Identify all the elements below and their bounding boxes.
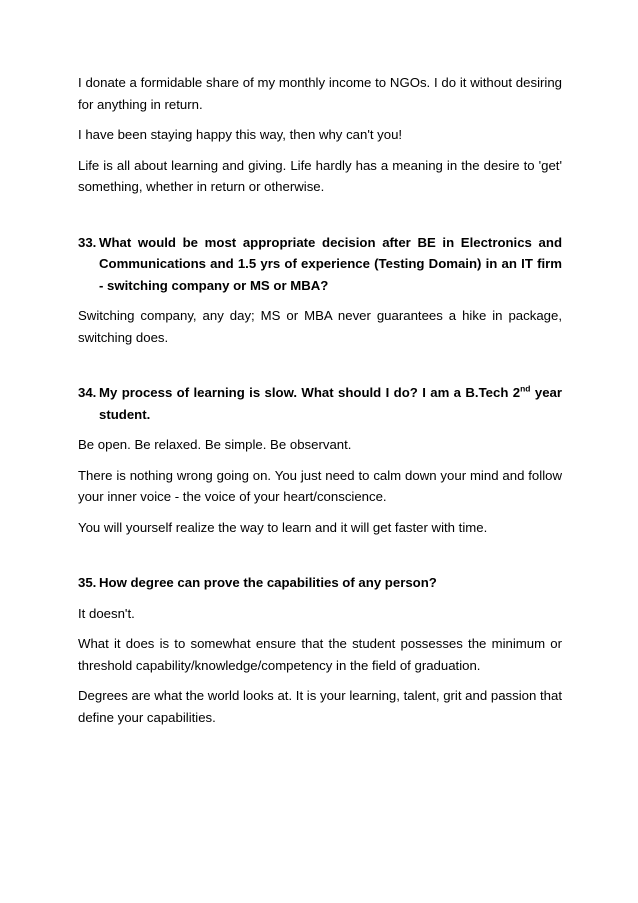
question-text: How degree can prove the capabilities of any person? — [99, 575, 437, 590]
question-text: My process of learning is slow. What should I do? I am a B.Tech 2nd year student. — [99, 383, 562, 422]
question-number: 34. — [78, 385, 97, 400]
answer-34-paragraph-1: Be open. Be relaxed. Be simple. Be observant. — [78, 437, 352, 452]
answer-35-paragraph-1: It doesn't. — [78, 605, 135, 621]
question-number: 35. — [78, 575, 97, 590]
answer-33-paragraph-1: Switching company, any day; MS or MBA never guarantees a hike in package, switching does. — [78, 308, 562, 345]
question-text: What would be most appropriate decision after BE in Electronics and Communications and 1.5 yrs of experience (Testing Domain) in an IT firm - switching company or MS or MBA? — [99, 234, 562, 293]
answer-35-paragraph-2: What it does is to somewhat ensure that the student possesses the minimum or threshold capability/knowledge/competency in the field of graduation. — [78, 636, 562, 673]
answer-34-paragraph-3: You will yourself realize the way to learn and it will get faster with time. — [78, 519, 488, 535]
question-number: 33. — [78, 234, 97, 250]
intro-paragraph-1: I donate a formidable share of my monthly income to NGOs. I do it without desiring for anything in return. — [78, 75, 562, 112]
intro-paragraph-2: I have been staying happy this way, then why can't you! — [78, 127, 403, 142]
answer-35-paragraph-3: Degrees are what the world looks at. It is your learning, talent, grit and passion that define your capabilities. — [78, 688, 562, 725]
document-page — [78, 72, 562, 728]
question-34 — [78, 382, 562, 425]
ordinal-superscript: nd — [520, 383, 531, 394]
intro-paragraph-3: Life is all about learning and giving. Life hardly has a meaning in the desire to 'get' something, whether in return or otherwise. — [78, 157, 562, 194]
question-35 — [78, 572, 562, 594]
answer-34-paragraph-2: There is nothing wrong going on. You just need to calm down your mind and follow your inner voice - the voice of your heart/conscience. — [78, 467, 562, 504]
question-33 — [78, 232, 562, 297]
